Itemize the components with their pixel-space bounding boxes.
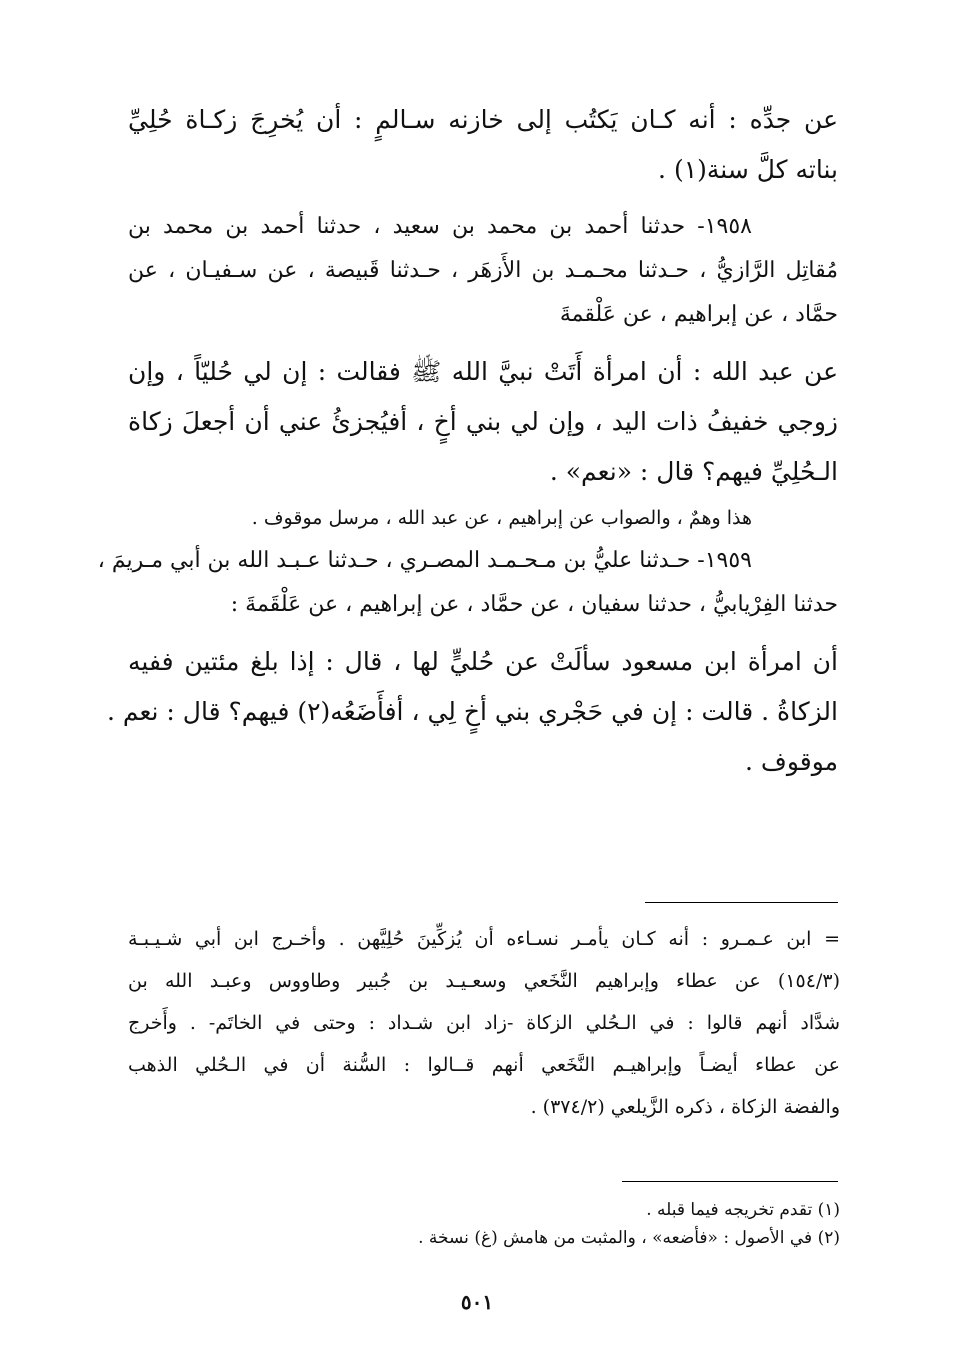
text-line: عن عبد الله : أن امرأة أَتَتْ نبيَّ الله ﷺ فقالت : إن لي حُليّاً ، وإن	[128, 357, 838, 386]
text-line: الزكاةُ . قالت : إن في حَجْري بني أخٍ لِي ، أفأَضَعُه(٢) فيهم؟ قال : نعم .	[106, 697, 838, 726]
text-line: أن امرأة ابن مسعود سألَتْ عن حُليٍّ لها ، قال : إذا بلغ مئتين ففيه	[128, 647, 838, 676]
text-line: موقوف .	[745, 747, 838, 776]
text-line: الـحُلِيِّ فيهم؟ قال : «نعم» .	[549, 457, 838, 486]
footnote-1: (١) تقدم تخريجه فيما قبله .	[646, 1200, 840, 1220]
footnote-separator	[622, 1181, 838, 1182]
footnote-line: عن عطاء أيضـاً وإبراهيـم النَّخَعي أنهم قــالوا : السُّنة أن في الـحُلي الذهب	[128, 1054, 840, 1076]
text-line: بناته كلَّ سنة(١) .	[658, 155, 838, 184]
footnote-line: والفضة الزكاة ، ذكره الزَّيلعي (٣٧٤/٢) .	[530, 1096, 840, 1118]
hadith-number-line: ١٩٥٨- حدثنا أحمد بن محمد بن سعيد ، حدثنا أحمد بن محمد بن	[128, 214, 752, 239]
hadith-number-line: ١٩٥٩- حـدثنا عليُّ بن مـحـمـد المصـري ، حـدثنا عـبـد الله بن أبي مـريمَ ،	[97, 548, 752, 573]
text-line: مُقاتِل الرَّازيُّ ، حـدثنا محـمـد بن الأَزهَر ، حـدثنا قَبيصة ، عن سـفيـان ، عن	[128, 258, 838, 283]
commentary-line: هذا وهمٌ ، والصواب عن إبراهيم ، عن عبد الله ، مرسل موقوف .	[251, 507, 752, 529]
continued-footnote	[128, 918, 840, 1128]
page-number: ٥٠١	[460, 1290, 494, 1314]
main-text	[97, 95, 838, 787]
text-line: عن جدِّه : أنه كـان يَكتُب إلى خازنه سـالمٍ : أن يُخرِجَ زكـاة حُلِيِّ	[128, 105, 838, 134]
footnote-2: (٢) في الأصول : «فأضعه» ، والمثبت من هامش (غ) نسخة .	[418, 1228, 840, 1248]
footnote-line: شدَّاد أنهم قالوا : في الـحُلي الزكاة -زاد ابن شـداد : وحتى في الخاتَم- . وأَخرج	[128, 1012, 840, 1034]
footnotes	[128, 1196, 840, 1252]
footnote-line: = ابن عـمـرو : أنه كـان يأمـر نسـاءه أن يُزكِّينَ حُلِيَّهن . وأخـرج ابن أبي شـيـبـة	[128, 928, 840, 950]
text-line: حدثنا الفِرْيابيُّ ، حدثنا سفيان ، عن حمَّاد ، عن إبراهيم ، عن عَلْقَمةَ :	[230, 592, 838, 617]
text-line: زوجي خفيفُ ذات اليد ، وإن لي بني أخٍ ، أفيُجزئُ عني أن أجعلَ زكاة	[128, 407, 838, 436]
footnote-separator	[645, 902, 838, 903]
footnote-line: (١٥٤/٣) عن عطاء وإبراهيم النَّخَعي وسعـيـد بن جُبير وطاووس وعبـد الله بن	[128, 970, 840, 992]
text-line: حمَّاد ، عن إبراهيم ، عن عَلْقمةَ	[559, 302, 838, 327]
